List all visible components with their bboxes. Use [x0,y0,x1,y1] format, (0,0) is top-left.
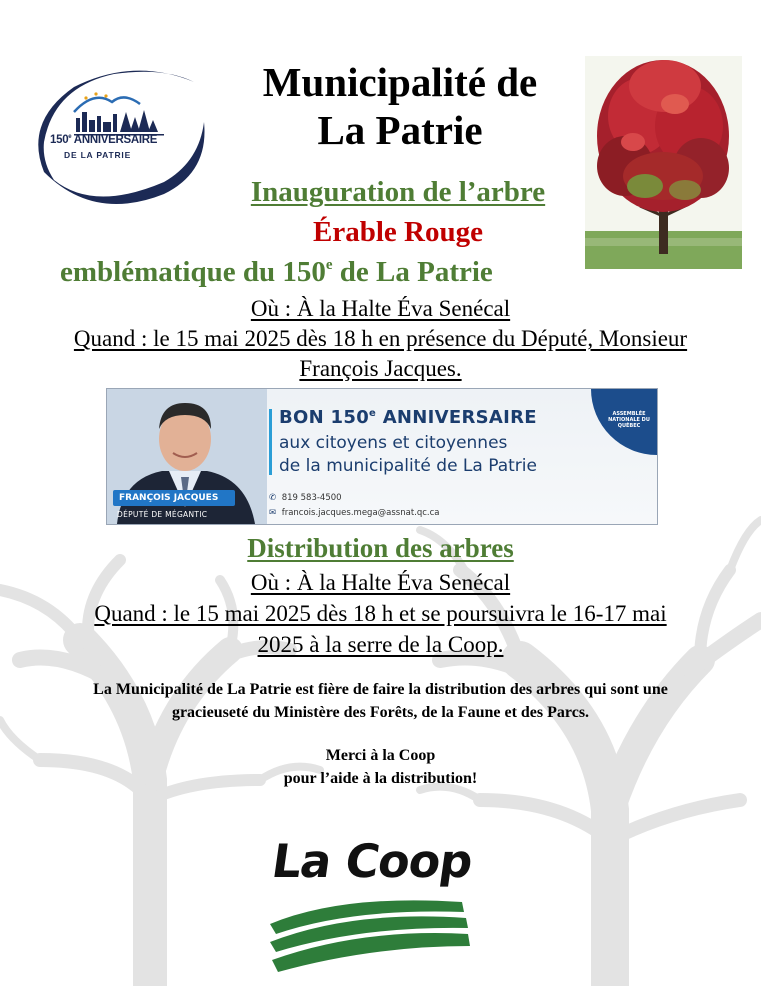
fields-icon [262,894,482,974]
envelope-icon: ✉ [269,508,277,518]
inauguration-when-line-2: François Jacques. [299,356,462,381]
inauguration-heading: Inauguration de l’arbre [250,176,546,208]
anniversary-logo-subtext: DE LA PATRIE [64,150,132,160]
page-title [200,58,600,154]
title-line-2: La Patrie [317,107,483,153]
inauguration-where: Où : À la Halte Éva Senécal [250,296,511,321]
deputy-role: DÉPUTÉ DE MÉGANTIC [117,510,208,519]
deputy-banner [106,388,658,525]
notice-line-1: La Municipalité de La Patrie est fière de faire la distribution des arbres qui sont une [93,681,668,698]
thanks-line-1: Merci à la Coop [325,747,436,764]
la-coop-logo [262,834,482,974]
distribution-heading: Distribution des arbres [247,533,514,563]
tree-name: Érable Rouge [313,216,483,248]
assemblee-nationale-logo [591,389,657,455]
anniversary-logo-text: 150e ANNIVERSAIRE [50,134,158,146]
banner-email: ✉ francois.jacques.mega@assnat.qc.ca [269,508,440,518]
distribution-when-line-1: Quand : le 15 mai 2025 dès 18 h et se poursuivra le 16-17 mai [94,601,667,626]
distribution-when-line-2: 2025 à la serre de la Coop. [257,632,504,657]
banner-headline: BON 150e ANNIVERSAIRE [279,407,537,428]
phone-icon: ✆ [269,493,277,503]
thanks-line-2: pour l’aide à la distribution! [283,770,478,787]
banner-line-2: aux citoyens et citoyennes [279,433,508,453]
banner-phone: ✆ 819 583-4500 [269,493,342,503]
banner-divider [269,409,272,475]
la-coop-logo-text: La Coop [268,834,476,888]
notice-line-2: gracieuseté du Ministère des Forêts, de la Faune et des Parcs. [171,704,590,721]
title-line-1: Municipalité de [262,59,538,105]
emblematic-subtitle: emblématique du 150e de La Patrie [60,256,493,288]
inauguration-when-line-1: Quand : le 15 mai 2025 dès 18 h en présence du Député, Monsieur [73,326,688,351]
assemblee-logo-text: ASSEMBLÉE NATIONALE DU QUÉBEC [608,411,650,429]
distribution-where: Où : À la Halte Éva Senécal [250,570,511,595]
banner-line-3: de la municipalité de La Patrie [279,456,537,476]
deputy-name-badge: FRANÇOIS JACQUES [113,490,235,506]
